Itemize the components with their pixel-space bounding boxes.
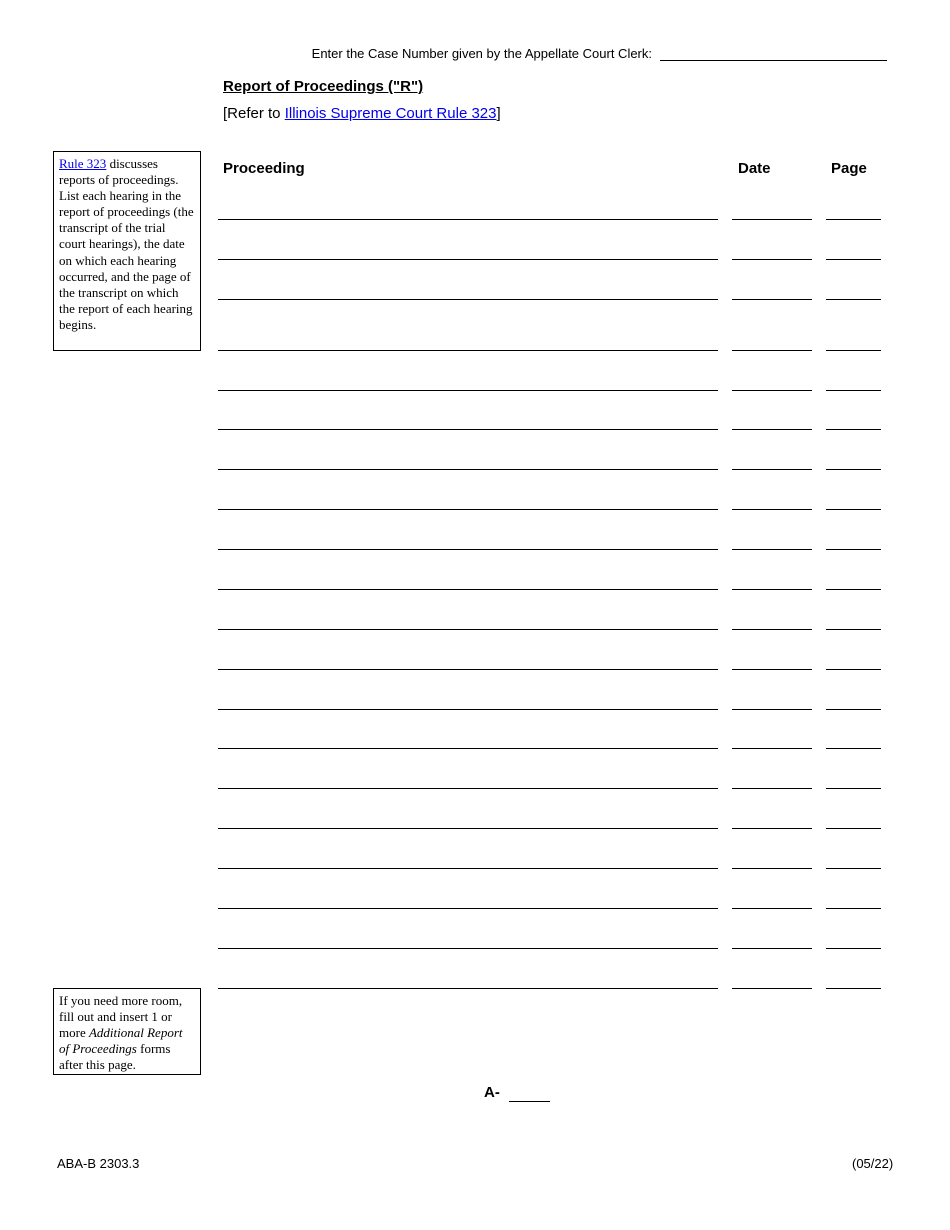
refer-suffix: ] [496,105,501,122]
row-14-page-field[interactable] [826,748,881,749]
row-4-proceeding-field[interactable] [218,350,718,351]
row-8-page-field[interactable] [826,509,881,510]
column-header-page: Page [831,160,867,177]
row-13-page-field[interactable] [826,709,881,710]
case-number-line [0,46,887,61]
row-20-date-field[interactable] [732,988,812,989]
more-room-form-name: Additional Report of Proceedings [59,1025,183,1057]
row-4-page-field[interactable] [826,350,881,351]
row-10-date-field[interactable] [732,589,812,590]
row-2-proceeding-field[interactable] [218,259,718,260]
rule-323-note-text: discusses reports of proceedings. List each hearing in the report of proceedings (the transcript of the trial court hearings), the date on which each hearing occurred, and the page of the transcript on which the report of each hearing begins. [59,156,194,332]
form-revision: (05/22) [852,1156,894,1171]
row-18-proceeding-field[interactable] [218,908,718,909]
page-title: Report of Proceedings ("R") [223,78,424,95]
row-1-date-field[interactable] [732,219,812,220]
row-2-date-field[interactable] [732,259,812,260]
row-11-date-field[interactable] [732,629,812,630]
row-1-page-field[interactable] [826,219,881,220]
row-20-page-field[interactable] [826,988,881,989]
row-7-date-field[interactable] [732,469,812,470]
rule-323-note [53,151,201,351]
row-17-date-field[interactable] [732,868,812,869]
row-10-page-field[interactable] [826,589,881,590]
appendix-page-field[interactable] [509,1101,550,1102]
row-11-proceeding-field[interactable] [218,629,718,630]
row-12-proceeding-field[interactable] [218,669,718,670]
row-15-page-field[interactable] [826,788,881,789]
row-6-proceeding-field[interactable] [218,429,718,430]
row-7-proceeding-field[interactable] [218,469,718,470]
row-5-page-field[interactable] [826,390,881,391]
row-2-page-field[interactable] [826,259,881,260]
row-15-proceeding-field[interactable] [218,788,718,789]
row-12-page-field[interactable] [826,669,881,670]
rule-323-note-link[interactable]: Rule 323 [59,156,107,171]
row-4-date-field[interactable] [732,350,812,351]
refer-prefix: [Refer to [223,105,285,122]
row-7-page-field[interactable] [826,469,881,470]
case-number-label: Enter the Case Number given by the Appellate Court Clerk: [311,46,652,61]
row-16-proceeding-field[interactable] [218,828,718,829]
row-13-date-field[interactable] [732,709,812,710]
rule-323-link[interactable]: Illinois Supreme Court Rule 323 [284,105,497,122]
row-5-date-field[interactable] [732,390,812,391]
row-15-date-field[interactable] [732,788,812,789]
row-9-page-field[interactable] [826,549,881,550]
row-3-proceeding-field[interactable] [218,299,718,300]
row-17-page-field[interactable] [826,868,881,869]
row-6-date-field[interactable] [732,429,812,430]
row-17-proceeding-field[interactable] [218,868,718,869]
row-20-proceeding-field[interactable] [218,988,718,989]
more-room-note [53,988,201,1075]
more-room-text-2: forms after this page. [59,1041,171,1073]
rule-reference [223,105,501,122]
row-1-proceeding-field[interactable] [218,219,718,220]
column-header-date: Date [738,160,771,177]
row-8-date-field[interactable] [732,509,812,510]
case-number-field[interactable] [660,46,887,61]
row-12-date-field[interactable] [732,669,812,670]
row-14-date-field[interactable] [732,748,812,749]
row-14-proceeding-field[interactable] [218,748,718,749]
row-19-page-field[interactable] [826,948,881,949]
row-16-date-field[interactable] [732,828,812,829]
row-3-date-field[interactable] [732,299,812,300]
row-18-date-field[interactable] [732,908,812,909]
row-11-page-field[interactable] [826,629,881,630]
appendix-page-label: A- [484,1084,500,1101]
row-5-proceeding-field[interactable] [218,390,718,391]
row-16-page-field[interactable] [826,828,881,829]
row-9-proceeding-field[interactable] [218,549,718,550]
row-9-date-field[interactable] [732,549,812,550]
column-header-proceeding: Proceeding [223,160,305,177]
row-8-proceeding-field[interactable] [218,509,718,510]
row-19-date-field[interactable] [732,948,812,949]
row-13-proceeding-field[interactable] [218,709,718,710]
row-3-page-field[interactable] [826,299,881,300]
row-10-proceeding-field[interactable] [218,589,718,590]
row-6-page-field[interactable] [826,429,881,430]
row-18-page-field[interactable] [826,908,881,909]
row-19-proceeding-field[interactable] [218,948,718,949]
more-room-text-1: If you need more room, fill out and insert 1 or more [59,993,183,1041]
form-id: ABA-B 2303.3 [57,1156,140,1171]
